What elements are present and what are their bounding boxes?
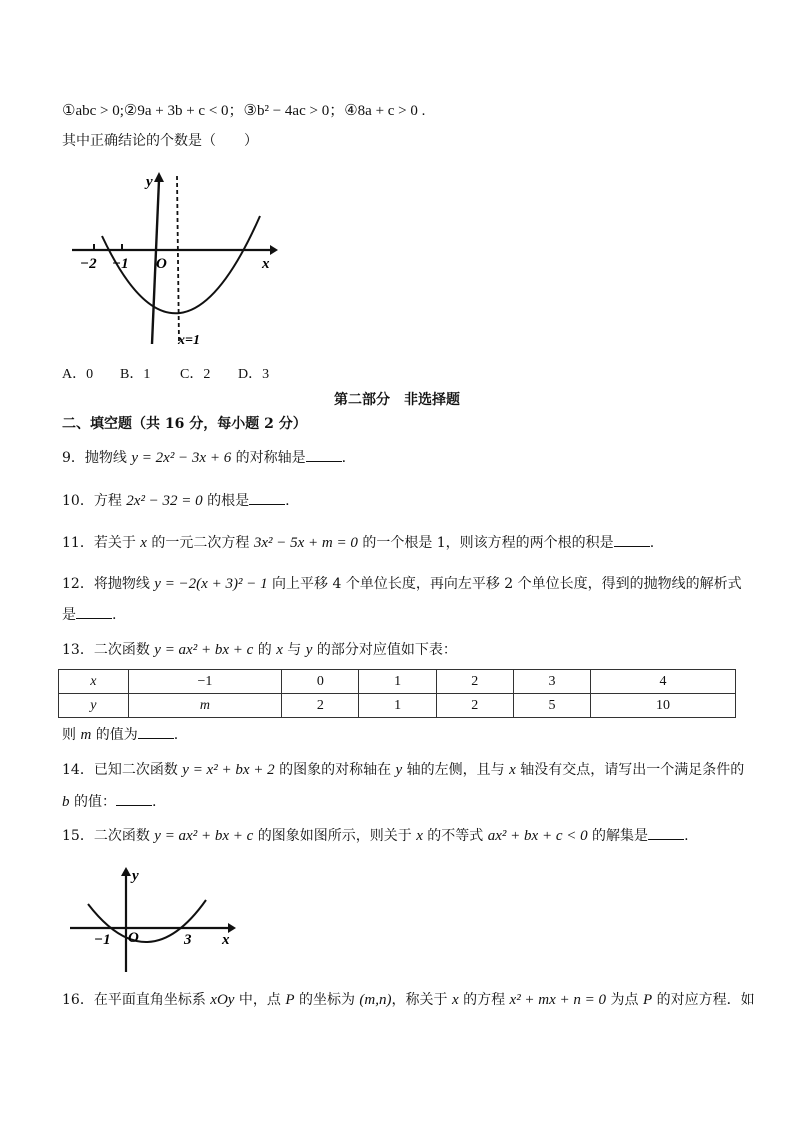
table-row-x	[59, 670, 736, 694]
q15-y-label: y	[132, 868, 139, 884]
option-a[interactable]: A．0	[62, 367, 94, 382]
question-11: 11．若关于 x 的一元二次方程 3x² − 5x + m = 0 的一个根是 1，则该方程的两个根的积是 .	[62, 535, 655, 551]
table-cell: 1	[359, 670, 436, 694]
table-cell: 2	[436, 670, 513, 694]
q15-tick-m1-label: −1	[94, 932, 111, 948]
question-9: 9．抛物线 y = 2x² − 3x + 6 的对称轴是 .	[62, 450, 347, 466]
q11-answer-blank[interactable]	[614, 534, 650, 547]
q10-answer-blank[interactable]	[249, 492, 285, 505]
table-cell: 1	[359, 694, 436, 718]
q13-value-table	[58, 669, 736, 718]
table-row-y	[59, 694, 736, 718]
question-15: 15．二次函数 y = ax² + bx + c 的图象如图所示，则关于 x 的不等式 ax² + bx + c < 0 的解集是 .	[62, 828, 689, 844]
option-d[interactable]: D．3	[238, 367, 270, 382]
table-cell: 10	[591, 694, 736, 718]
q15-origin-label: O	[128, 930, 139, 946]
table-cell: −1	[128, 670, 282, 694]
question-14: 14．已知二次函数 y = x² + bx + 2 的图象的对称轴在 y 轴的左侧，且与 x 轴没有交点，请写出一个满足条件的	[62, 762, 745, 778]
question-16: 16．在平面直角坐标系 xOy 中，点 P 的坐标为 (m,n)，称关于 x 的方程 x² + mx + n = 0 为点 P 的对应方程．如	[62, 992, 755, 1008]
q8-prompt-text: 其中正确结论的个数是（ ）	[62, 133, 258, 149]
q8-symmetry-line	[177, 176, 179, 344]
table-cell: 3	[513, 670, 590, 694]
q8-conditions-text: ①abc > 0;②9a + 3b + c < 0；③b² − 4ac > 0；④8a + c > 0 .	[62, 103, 426, 119]
option-c[interactable]: C．2	[180, 367, 211, 382]
q8-x-label: x	[262, 256, 270, 272]
option-b[interactable]: B．1	[120, 367, 151, 382]
question-13: 13．二次函数 y = ax² + bx + c 的 x 与 y 的部分对应值如下表：	[62, 642, 457, 658]
question-13-answer: 则 m 的值为 .	[62, 727, 179, 743]
q8-origin-label: O	[156, 256, 167, 272]
question-10: 10．方程 2x² − 32 = 0 的根是 .	[62, 493, 290, 509]
table-cell: 2	[436, 694, 513, 718]
table-cell: 0	[282, 670, 359, 694]
question-12: 12．将抛物线 y = −2(x + 3)² − 1 向上平移 4 个单位长度，再向左平移 2 个单位长度，得到的抛物线的解析式	[62, 576, 742, 592]
table-cell: m	[128, 694, 282, 718]
q8-y-arrow	[154, 172, 164, 182]
q8-tick-m1-label: −1	[112, 256, 129, 272]
q12-answer-blank[interactable]	[76, 606, 112, 619]
q8-tick-m2-label: −2	[80, 256, 97, 272]
q15-tick-3-label: 3	[184, 932, 192, 948]
question-12-line2: 是 .	[62, 607, 117, 623]
section2-title: 二、填空题（共 16 分，每小题 2 分）	[62, 416, 307, 432]
table-cell: y	[59, 694, 129, 718]
q8-conditions	[62, 101, 425, 121]
q15-y-arrow	[121, 867, 131, 876]
q15-parabola-graph	[66, 864, 242, 976]
q8-parabola-graph	[66, 168, 286, 352]
part2-title: 第二部分 非选择题	[334, 392, 460, 408]
table-cell: 4	[591, 670, 736, 694]
table-cell: 2	[282, 694, 359, 718]
question-14-line2: b 的值： .	[62, 794, 157, 810]
q15-answer-blank[interactable]	[648, 827, 684, 840]
q8-axis-label: x=1	[178, 333, 200, 348]
table-cell: 5	[513, 694, 590, 718]
q9-answer-blank[interactable]	[306, 449, 342, 462]
table-cell: x	[59, 670, 129, 694]
q8-options	[62, 365, 269, 385]
q8-y-label: y	[146, 174, 153, 190]
q13-answer-blank[interactable]	[138, 726, 174, 739]
q8-prompt	[62, 131, 258, 151]
q15-x-label: x	[222, 932, 230, 948]
q14-answer-blank[interactable]	[116, 793, 152, 806]
q8-x-arrow	[270, 245, 278, 255]
